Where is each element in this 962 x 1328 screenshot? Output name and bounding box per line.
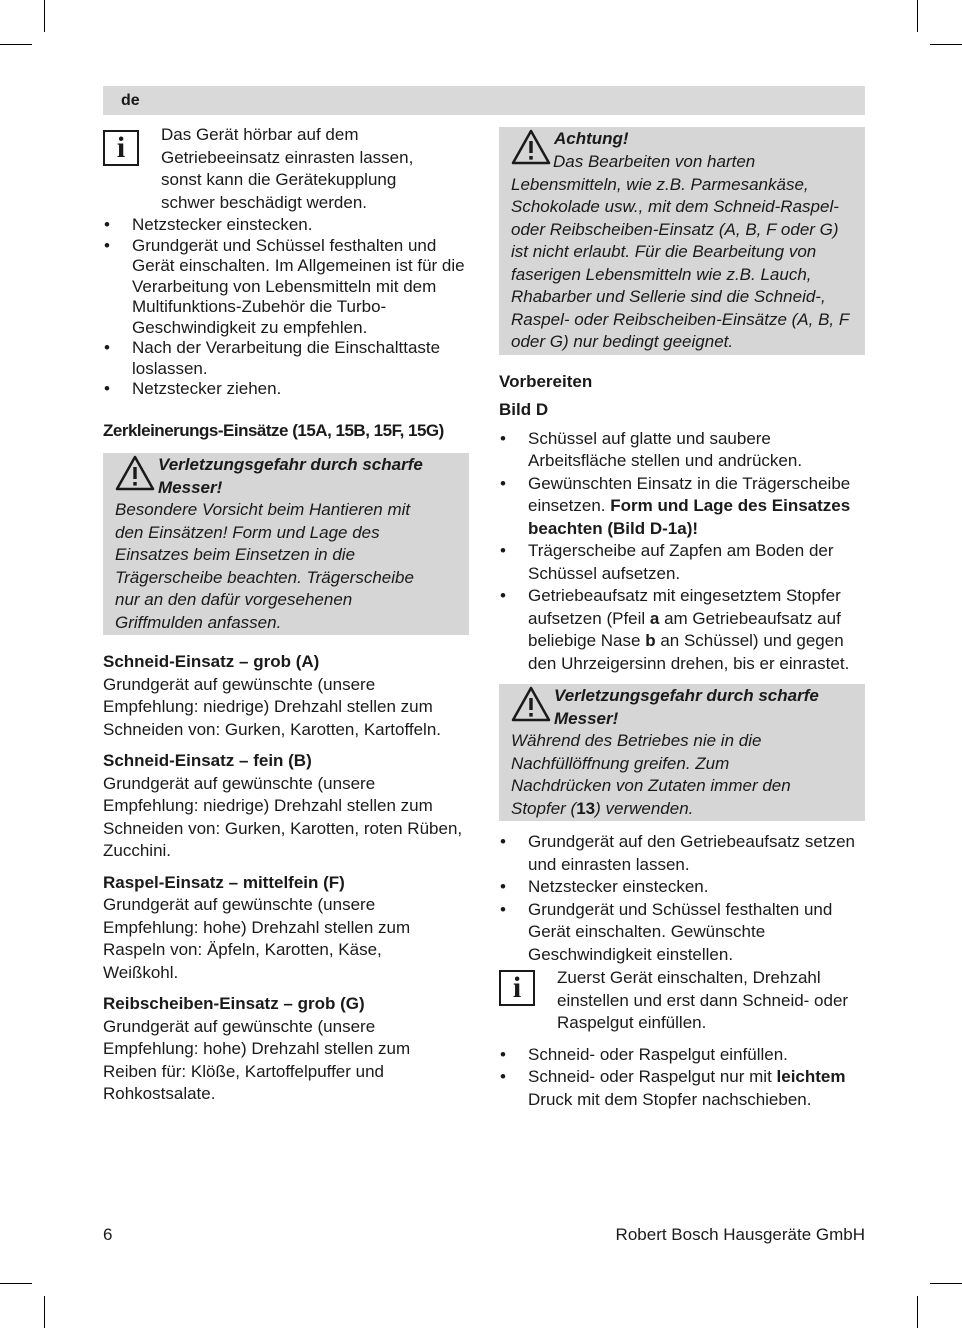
- attention-body: Das Bearbeiten von harten Lebensmitteln, wie z.B. Parmesankäse, Schokolade usw., mit dem Schneid-Raspel- oder Reibscheiben-Einsatz (A, B, F oder G) ist nicht erlaubt. Für die Bearbeitung von faserigen Lebensmitteln wie z.B. Lauch, Rhabarber und Sellerie sind die Schneid-, Raspel- oder Reibscheiben-Einsätze (A, B, F oder G) nur bedingt geeignet.: [511, 152, 849, 351]
- list-item: • Nach der Verarbeitung die Einschalttaste loslassen.: [103, 338, 469, 379]
- list-item: • Grundgerät und Schüssel festhalten und Gerät einschalten. Gewünschte Geschwindigkeit einstellen.: [499, 899, 865, 967]
- insert-text: Grundgerät auf gewünschte (unsere Empfehlung: niedrige) Drehzahl stellen zum Schneiden von: Gurken, Karotten, Kartoffeln.: [103, 674, 442, 739]
- warning-body: Besondere Vorsicht beim Hantieren mit den Einsätzen! Form und Lage des Einsatzes beim Einsetzen in die Trägerscheibe beachten. Trägerscheibe nur an den dafür vorgesehenen Griffmulden anfassen.: [115, 500, 414, 632]
- warning-header: [511, 685, 853, 730]
- list-item: • Schüssel auf glatte und saubere Arbeitsfläche stellen und andrücken.: [499, 428, 865, 473]
- warning-title: Verletzungsgefahr durch scharfe Messer!: [554, 686, 819, 728]
- list-item-text: an Schüssel) und gegen den Uhrzeigersinn drehen, bis er einrastet.: [528, 631, 850, 673]
- list-item: • Grundgerät auf den Getriebeaufsatz setzen und einrasten lassen.: [499, 831, 865, 876]
- figure-title: Bild D: [499, 400, 549, 419]
- insert-description: [103, 750, 469, 863]
- part-number: 13: [576, 798, 596, 818]
- warning-box: [103, 453, 469, 635]
- info-icon: i: [499, 970, 535, 1006]
- warning-header: [115, 454, 457, 499]
- instruction-list: [103, 215, 469, 400]
- page-number: 6: [103, 1225, 113, 1244]
- section-title: Zerkleinerungs-Einsätze (15A, 15B, 15F, 15G): [103, 420, 444, 440]
- list-item: • Schneid- oder Raspelgut einfüllen.: [499, 1044, 865, 1067]
- list-item-text: am Getriebeaufsatz auf beliebige Nase: [528, 608, 841, 650]
- crop-mark: [44, 1296, 45, 1328]
- insert-text: Grundgerät auf gewünschte (unsere Empfehlung: niedrige) Drehzahl stellen zum Schneiden von: Gurken, Karotten, roten Rüben, Zucchini.: [103, 773, 463, 860]
- warning-body-text: ) verwenden.: [595, 798, 694, 818]
- list-item-emphasis: leichtem: [776, 1067, 846, 1086]
- crop-mark: [917, 1296, 918, 1328]
- list-item-text: Schneid- oder Raspelgut nur mit: [528, 1067, 777, 1086]
- arrow-label: a: [649, 608, 660, 628]
- list-item: [499, 473, 865, 541]
- list-item-emphasis: Form und Lage des Einsatzes beachten (Bild D-1a)!: [528, 496, 851, 538]
- list-item-text: Gewünschten Einsatz in die Trägerscheibe einsetzen.: [528, 473, 851, 515]
- info-note-text: Zuerst Gerät einschalten, Drehzahl einstellen und erst dann Schneid- oder Raspelgut einfüllen.: [557, 968, 849, 1032]
- prep-title: Vorbereiten: [499, 371, 593, 391]
- warning-body-text: Während des Betriebes nie in die Nachfüllöffnung greifen. Zum Nachdrücken von Zutaten immer den Stopfer (: [511, 731, 791, 818]
- insert-description: [103, 651, 469, 741]
- insert-title: Schneid-Einsatz – grob (A): [103, 652, 320, 671]
- list-item: [499, 585, 865, 675]
- attention-box: [499, 127, 865, 355]
- warning-icon: [511, 686, 551, 722]
- crop-mark: [0, 44, 32, 45]
- list-item: • Netzstecker einstecken.: [499, 876, 865, 899]
- crop-mark: [930, 44, 962, 45]
- attention-title: Achtung!: [554, 129, 629, 148]
- insert-title: Reibscheiben-Einsatz – grob (G): [103, 994, 365, 1013]
- nose-label: b: [645, 631, 656, 650]
- info-note: [103, 124, 469, 214]
- list-item: • Netzstecker ziehen.: [103, 379, 469, 400]
- info-note: [499, 967, 865, 1035]
- warning-box: [499, 684, 865, 821]
- language-header: [103, 86, 865, 115]
- crop-mark: [0, 1283, 32, 1284]
- list-item-text: Druck mit dem Stopfer nachschieben.: [528, 1089, 812, 1109]
- preparation-list: [499, 428, 865, 676]
- crop-mark: [44, 0, 45, 32]
- insert-title: Raspel-Einsatz – mittelfein (F): [103, 872, 345, 892]
- insert-text: Grundgerät auf gewünschte (unsere Empfehlung: hohe) Drehzahl stellen zum Reiben für: Klöße, Kartoffelpuffer und Rohkostsalate.: [103, 1016, 411, 1103]
- crop-mark: [930, 1283, 962, 1284]
- warning-icon: [511, 129, 551, 165]
- info-note-text: Das Gerät hörbar auf dem Getriebeeinsatz einrasten lassen, sonst kann die Gerätekupplung schwer beschädigt werden.: [161, 125, 414, 212]
- list-item: • Trägerscheibe auf Zapfen am Boden der Schüssel aufsetzen.: [499, 540, 865, 585]
- insert-text: Grundgerät auf gewünschte (unsere Empfehlung: hohe) Drehzahl stellen zum Raspeln von: Äpfeln, Karotten, Käse, Weißkohl.: [103, 895, 411, 982]
- operation-list: [499, 831, 865, 966]
- right-column: [499, 127, 865, 1111]
- company-name: Robert Bosch Hausgeräte GmbH: [615, 1225, 865, 1244]
- warning-body: [511, 730, 831, 820]
- insert-title: Schneid-Einsatz – fein (B): [103, 751, 312, 770]
- left-column: [103, 124, 469, 1106]
- warning-icon: [115, 455, 155, 491]
- filling-list: [499, 1044, 865, 1112]
- crop-mark: [917, 0, 918, 32]
- warning-title: Verletzungsgefahr durch scharfe Messer!: [158, 455, 423, 497]
- info-icon: i: [103, 130, 139, 166]
- insert-description: [103, 993, 469, 1106]
- list-item-text: Getriebeaufsatz mit eingesetztem Stopfer aufsetzen (Pfeil: [528, 586, 841, 628]
- list-item: • Grundgerät und Schüssel festhalten und Gerät einschalten. Im Allgemeinen ist für die Verarbeitung von Lebensmitteln mit dem Multifunktions-Zubehör die Turbo-Geschwindigkeit zu empfehlen.: [103, 236, 469, 339]
- insert-description: [103, 872, 469, 985]
- list-item: [499, 1066, 865, 1111]
- list-item: • Netzstecker einstecken.: [103, 215, 469, 236]
- language-label: de: [121, 92, 140, 109]
